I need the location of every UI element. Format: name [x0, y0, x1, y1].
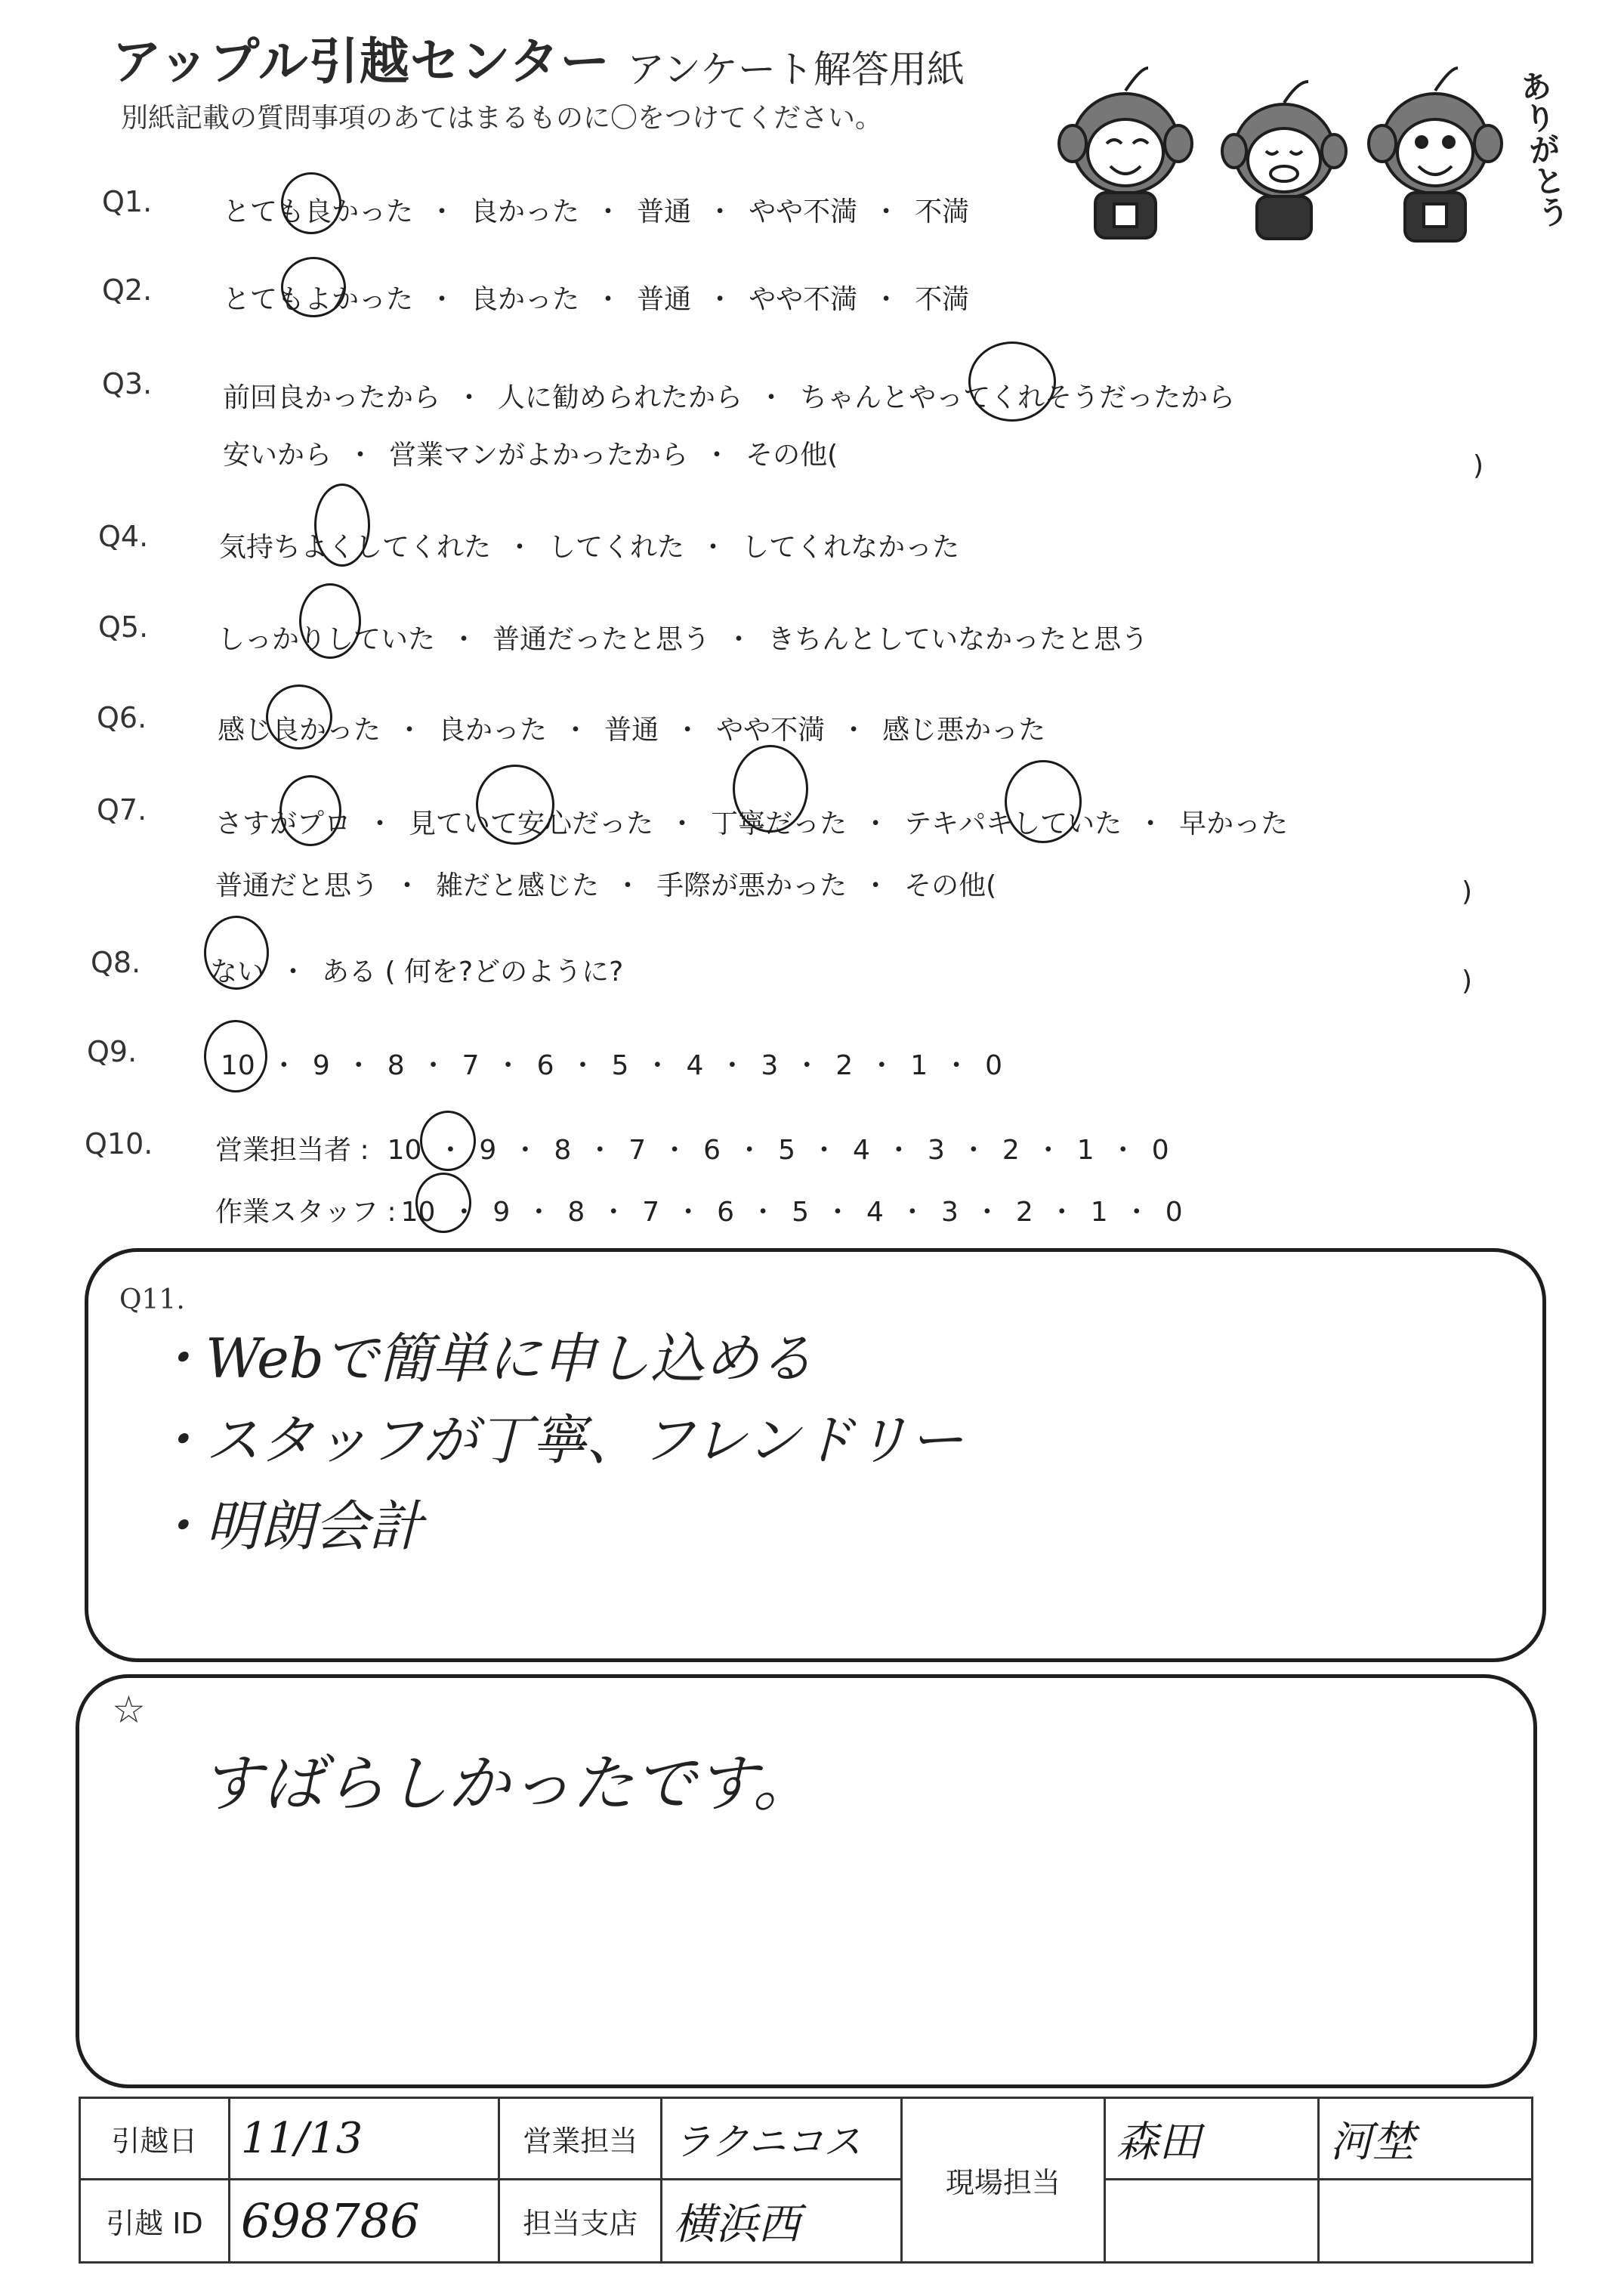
q2-option-3[interactable]: 普通 [637, 284, 692, 315]
q3-options-row2: 安いから ・ 営業マンがよかったから ・ その他( [223, 434, 838, 472]
q10-staff-score-6[interactable]: 6 [717, 1197, 735, 1228]
q1-option-2[interactable]: 良かった [471, 196, 580, 227]
q10-sales-selection-circle [420, 1111, 476, 1171]
q7-options-row1: さすがプロ ・ 見ていて安心だった ・ 丁寧だった ・ テキパキしていた ・ 早かった [215, 802, 1288, 841]
q5-selection-circle [299, 583, 361, 659]
q3-close-paren: ) [1473, 450, 1484, 481]
q1-selection-circle [281, 172, 341, 234]
q1-option-1[interactable]: とても良かった [223, 196, 414, 227]
q3-options-row1: 前回良かったから ・ 人に勧められたから ・ ちゃんとやってくれそうだったから [223, 376, 1235, 415]
q10-staff-score-9[interactable]: 9 [492, 1197, 511, 1228]
q11-answer-line-1: ・Webで簡単に申し込める [151, 1327, 814, 1390]
q3-option-4[interactable]: 安いから [223, 440, 332, 471]
q10-staff-score-10[interactable]: 10 [400, 1197, 436, 1228]
q7-selection-circle-4 [1005, 760, 1082, 843]
q5-label: Q5. [98, 610, 149, 644]
q2-option-5[interactable]: 不満 [915, 284, 970, 315]
q10-sales-score-8[interactable]: 8 [554, 1135, 572, 1166]
q4-selection-circle [314, 484, 370, 567]
q1-option-4[interactable]: やや不満 [749, 196, 858, 227]
q11-answer-line-2: ・スタッフが丁寧、フレンドリー [151, 1408, 964, 1472]
q10-staff-score-3[interactable]: 3 [940, 1197, 959, 1228]
q10-sales-score-7[interactable]: 7 [628, 1135, 647, 1166]
move-date-value: 11/13 [240, 2114, 363, 2163]
q10-staff-score-1[interactable]: 1 [1090, 1197, 1108, 1228]
q7-option-6[interactable]: 普通だと思う [215, 870, 379, 901]
q10-staff-row: 作業スタッフ : 10 ・ 9 ・ 8 ・ 7 ・ 6 ・ 5 ・ 4 ・ 3 ・ 2 ・ 1 ・ 0 [215, 1191, 1183, 1229]
q9-selection-circle [204, 1020, 267, 1092]
q10-staff-score-5[interactable]: 5 [792, 1197, 809, 1228]
q9-score-7[interactable]: 7 [462, 1050, 480, 1081]
q3-label: Q3. [102, 367, 153, 400]
q2-options: とてもよかった ・ 良かった ・ 普通 ・ やや不満 ・ 不満 [223, 278, 969, 317]
q9-scale: 10 ・ 9 ・ 8 ・ 7 ・ 6 ・ 5 ・ 4 ・ 3 ・ 2 ・ 1 ・ 0 [221, 1050, 1003, 1081]
q3-option-2[interactable]: 人に勧められたから [498, 382, 743, 413]
move-id-label: 引越 ID [80, 2180, 230, 2263]
q10-staff-score-8[interactable]: 8 [567, 1197, 585, 1228]
q10-staff-score-2[interactable]: 2 [1015, 1197, 1033, 1228]
q10-staff-label: 作業スタッフ : [215, 1197, 397, 1228]
q2-option-2[interactable]: 良かった [471, 284, 580, 315]
mascot-monkeys-icon [1035, 53, 1518, 257]
q4-option-2[interactable]: してくれた [548, 532, 685, 563]
site-staff-label: 現場担当 [901, 2098, 1104, 2263]
q6-option-5[interactable]: 感じ悪かった [882, 715, 1046, 746]
q5-option-2[interactable]: 普通だったと思う [492, 624, 711, 655]
q11-answer-line-3: ・明朗会計 [151, 1494, 424, 1558]
q7-selection-circle-3 [733, 745, 808, 833]
q8-close-paren: ) [1462, 966, 1473, 997]
brand-name: アップル引越センター [112, 32, 611, 91]
q10-label: Q10. [85, 1127, 153, 1160]
sales-value: ラクニコス [673, 2119, 862, 2164]
site-staff-empty-2 [1318, 2180, 1532, 2263]
q10-sales-score-1[interactable]: 1 [1076, 1135, 1095, 1166]
q1-option-3[interactable]: 普通 [637, 196, 692, 227]
q10-staff-score-4[interactable]: 4 [866, 1197, 884, 1228]
q7-close-paren: ) [1462, 876, 1473, 907]
branch-value: 横浜西 [673, 2199, 801, 2249]
q4-option-1[interactable]: 気持ちよくしてくれた [219, 532, 492, 563]
q2-label: Q2. [102, 273, 153, 307]
q7-option-8[interactable]: 手際が悪かった [656, 870, 848, 901]
q6-options: 感じ良かった ・ 良かった ・ 普通 ・ やや不満 ・ 感じ悪かった [218, 709, 1045, 747]
comment-text: すばらしかったです。 [200, 1748, 815, 1820]
q7-label: Q7. [97, 793, 147, 827]
q2-option-4[interactable]: やや不満 [749, 284, 858, 315]
q5-options: しっかりしていた ・ 普通だったと思う ・ きちんとしていなかったと思う [218, 618, 1148, 657]
q9-label: Q9. [87, 1035, 137, 1068]
q10-sales-label: 営業担当者 : [215, 1135, 369, 1166]
q1-option-5[interactable]: 不満 [915, 196, 970, 227]
q3-selection-circle [968, 341, 1056, 422]
q9-score-5[interactable]: 5 [611, 1050, 629, 1081]
sales-label: 営業担当 [499, 2098, 662, 2180]
q6-option-2[interactable]: 良かった [438, 715, 548, 746]
q2-selection-circle [281, 257, 346, 317]
q10-sales-score-6[interactable]: 6 [703, 1135, 721, 1166]
q4-options: 気持ちよくしてくれた ・ してくれた ・ してくれなかった [219, 526, 959, 564]
instruction-text: 別紙記載の質問事項のあてはまるものに〇をつけてください。 [121, 103, 883, 134]
q8-option-1[interactable]: ない [210, 956, 265, 987]
site-staff-1: 森田 [1116, 2117, 1201, 2167]
site-staff-empty-1 [1104, 2180, 1318, 2263]
form-title: アンケート解答用紙 [627, 48, 965, 91]
q9-score-9[interactable]: 9 [312, 1050, 330, 1081]
q3-option-3[interactable]: ちゃんとやってくれそうだったから [800, 382, 1236, 413]
q7-option-1[interactable]: さすがプロ [215, 808, 352, 839]
q6-option-4[interactable]: やや不満 [716, 715, 826, 746]
q9-score-8[interactable]: 8 [387, 1050, 405, 1081]
q6-label: Q6. [97, 701, 147, 734]
move-id-value: 698786 [240, 2193, 420, 2248]
q7-option-2[interactable]: 見ていて安心だった [409, 808, 654, 839]
q9-score-6[interactable]: 6 [536, 1050, 554, 1081]
q3-option-6[interactable]: その他( [746, 440, 838, 471]
q9-score-3[interactable]: 3 [761, 1050, 779, 1081]
q7-option-3[interactable]: 丁寧だった [711, 808, 848, 839]
q8-option-2[interactable]: ある ( 何を?どのように? [322, 956, 624, 987]
q10-sales-score-2[interactable]: 2 [1002, 1135, 1020, 1166]
q8-selection-circle [204, 916, 269, 990]
q7-option-4[interactable]: テキパキしていた [904, 808, 1122, 839]
q10-staff-score-0[interactable]: 0 [1165, 1197, 1183, 1228]
q9-score-4[interactable]: 4 [686, 1050, 704, 1081]
info-table [79, 2097, 1533, 2264]
q7-option-9[interactable]: その他( [904, 870, 997, 901]
q4-label: Q4. [98, 520, 149, 553]
q10-sales-score-3[interactable]: 3 [927, 1135, 945, 1166]
site-staff-2: 河埜 [1329, 2117, 1415, 2167]
q6-selection-circle [266, 685, 332, 749]
q11-label: Q11. [119, 1284, 185, 1315]
q10-sales-score-0[interactable]: 0 [1151, 1135, 1169, 1166]
q7-selection-circle-2 [476, 765, 554, 845]
q9-score-2[interactable]: 2 [835, 1050, 854, 1081]
q10-sales-score-9[interactable]: 9 [479, 1135, 497, 1166]
q10-sales-score-5[interactable]: 5 [778, 1135, 795, 1166]
mascot-text: ありがとう [1513, 67, 1573, 230]
q5-option-3[interactable]: きちんとしていなかったと思う [767, 624, 1149, 655]
q7-options-row2: 普通だと思う ・ 雑だと感じた ・ 手際が悪かった ・ その他( [215, 864, 996, 903]
q7-option-7[interactable]: 雑だと感じた [436, 870, 600, 901]
q8-options: ない ・ ある ( 何を?どのように? [210, 950, 623, 989]
q9-score-0[interactable]: 0 [985, 1050, 1003, 1081]
q6-option-3[interactable]: 普通 [604, 715, 659, 746]
q10-sales-score-10[interactable]: 10 [387, 1135, 422, 1166]
q8-label: Q8. [91, 946, 141, 979]
q10-sales-row: 営業担当者 : 10 ・ 9 ・ 8 ・ 7 ・ 6 ・ 5 ・ 4 ・ 3 ・ 2 ・ 1 ・ 0 [215, 1129, 1169, 1167]
q10-staff-selection-circle [415, 1173, 471, 1233]
q5-option-1[interactable]: しっかりしていた [218, 624, 436, 655]
q9-score-10[interactable]: 10 [221, 1050, 255, 1081]
move-date-label: 引越日 [80, 2098, 230, 2180]
q1-label: Q1. [102, 185, 153, 218]
q1-options: とても良かった ・ 良かった ・ 普通 ・ やや不満 ・ 不満 [223, 190, 969, 229]
comment-star-icon: ☆ [112, 1688, 146, 1732]
q9-score-1[interactable]: 1 [910, 1050, 928, 1081]
q2-option-1[interactable]: とてもよかった [223, 284, 414, 315]
q3-option-1[interactable]: 前回良かったから [223, 382, 441, 413]
q7-option-5[interactable]: 早かった [1179, 808, 1289, 839]
q3-option-5[interactable]: 営業マンがよかったから [389, 440, 689, 471]
q7-selection-circle-1 [279, 775, 341, 846]
q6-option-1[interactable]: 感じ良かった [218, 715, 381, 746]
q10-staff-score-7[interactable]: 7 [642, 1197, 660, 1228]
q10-sales-score-4[interactable]: 4 [853, 1135, 870, 1166]
q4-option-3[interactable]: してくれなかった [742, 532, 960, 563]
branch-label: 担当支店 [499, 2180, 662, 2263]
